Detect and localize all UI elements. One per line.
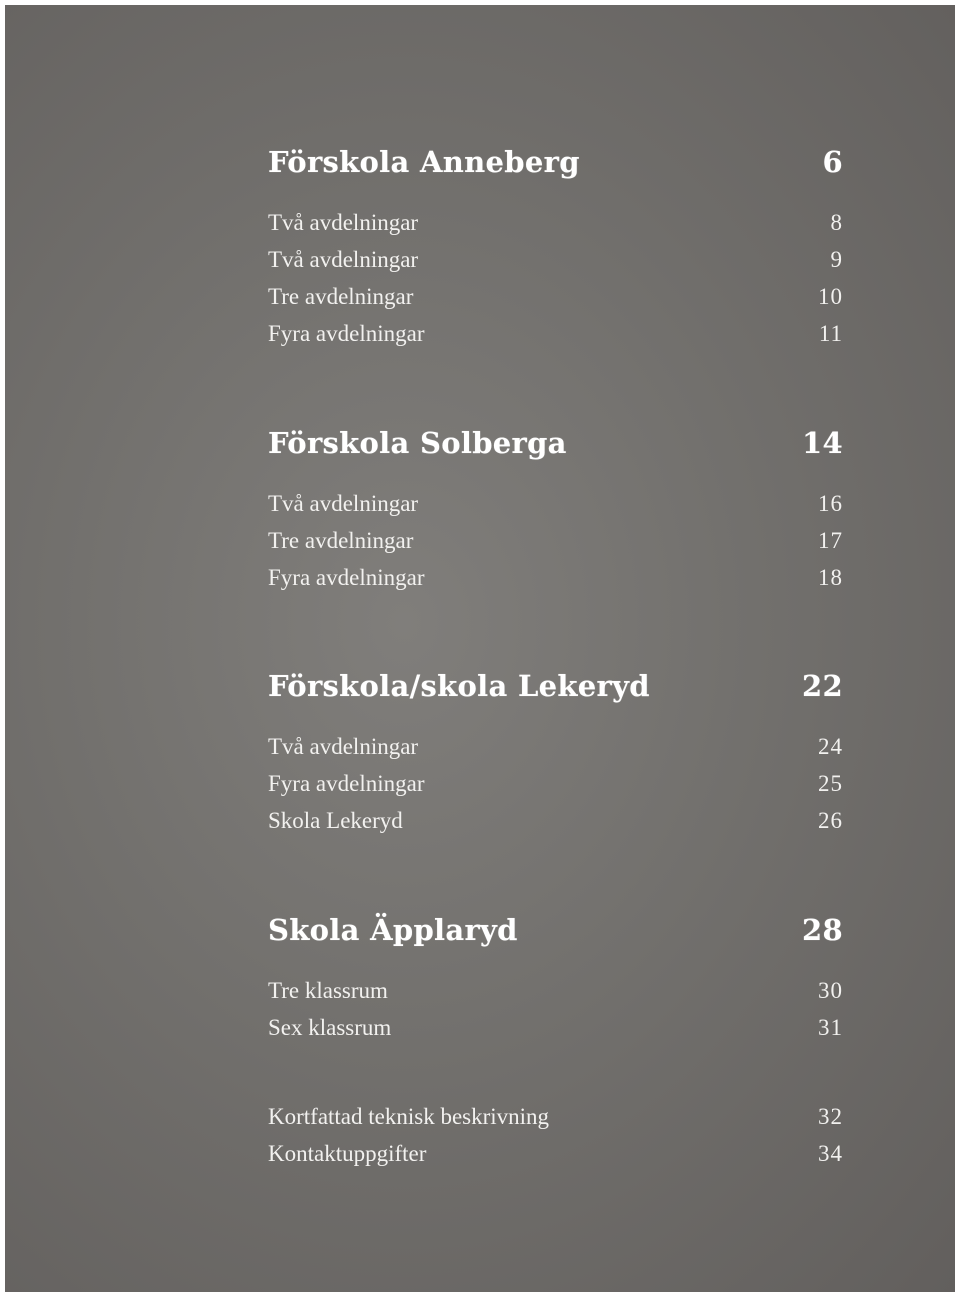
section-page-number: 28: [802, 913, 843, 947]
entry-label: Tre avdelningar: [268, 528, 414, 553]
toc-section-applaryd: [268, 910, 843, 1046]
entry-label: Fyra avdelningar: [268, 321, 425, 346]
entry-label: Sex klassrum: [268, 1015, 392, 1040]
toc-entry[interactable]: [268, 204, 843, 241]
entry-label: Kontaktuppgifter: [268, 1141, 427, 1166]
entry-label: Två avdelningar: [268, 734, 419, 759]
entry-page-number: 34: [818, 1141, 843, 1166]
toc-section-anneberg: [268, 142, 843, 352]
entry-label: Två avdelningar: [268, 247, 419, 272]
entry-label: Fyra avdelningar: [268, 771, 425, 796]
section-page-number: 22: [802, 669, 843, 703]
toc-page: [5, 5, 955, 1292]
toc-entry[interactable]: [268, 559, 843, 596]
entry-page-number: 25: [818, 771, 843, 796]
entry-page-number: 24: [818, 734, 843, 759]
entry-page-number: 31: [818, 1015, 843, 1040]
toc-entry[interactable]: [268, 315, 843, 352]
entry-page-number: 32: [818, 1104, 843, 1129]
entry-page-number: 18: [818, 565, 843, 590]
toc-entry[interactable]: [268, 728, 843, 765]
section-title: Förskola Anneberg: [268, 145, 580, 179]
entry-label: Skola Lekeryd: [268, 808, 403, 833]
toc-section-lekeryd: [268, 666, 843, 839]
entry-page-number: 30: [818, 978, 843, 1003]
entry-label: Kortfattad teknisk beskrivning: [268, 1104, 550, 1129]
section-title: Skola Äpplaryd: [268, 913, 518, 947]
entry-label: Två avdelningar: [268, 210, 419, 235]
toc-section-heading[interactable]: [268, 910, 843, 950]
entry-label: Fyra avdelningar: [268, 565, 425, 590]
toc-entry[interactable]: [268, 765, 843, 802]
toc-entry[interactable]: [268, 522, 843, 559]
toc-entry[interactable]: [268, 1098, 843, 1135]
entry-label: Två avdelningar: [268, 491, 419, 516]
entry-page-number: 26: [818, 808, 843, 833]
toc-entry[interactable]: [268, 972, 843, 1009]
toc-entry[interactable]: [268, 485, 843, 522]
entry-page-number: 17: [818, 528, 843, 553]
entry-page-number: 9: [830, 247, 843, 272]
entry-label: Tre klassrum: [268, 978, 388, 1003]
toc-section-solberga: [268, 423, 843, 596]
section-title: Förskola/skola Lekeryd: [268, 669, 650, 703]
entry-page-number: 8: [830, 210, 843, 235]
entry-label: Tre avdelningar: [268, 284, 414, 309]
section-page-number: 14: [802, 426, 843, 460]
entry-page-number: 10: [818, 284, 843, 309]
toc-section-heading[interactable]: [268, 423, 843, 463]
toc-section-heading[interactable]: [268, 142, 843, 182]
section-page-number: 6: [822, 145, 843, 179]
section-title: Förskola Solberga: [268, 426, 567, 460]
toc-entry[interactable]: [268, 241, 843, 278]
entry-page-number: 16: [818, 491, 843, 516]
toc-entry[interactable]: [268, 278, 843, 315]
toc-extras: [268, 1098, 843, 1172]
toc-entry[interactable]: [268, 1009, 843, 1046]
toc-entry[interactable]: [268, 802, 843, 839]
toc-entry[interactable]: [268, 1135, 843, 1172]
entry-page-number: 11: [818, 321, 843, 346]
toc-section-heading[interactable]: [268, 666, 843, 706]
